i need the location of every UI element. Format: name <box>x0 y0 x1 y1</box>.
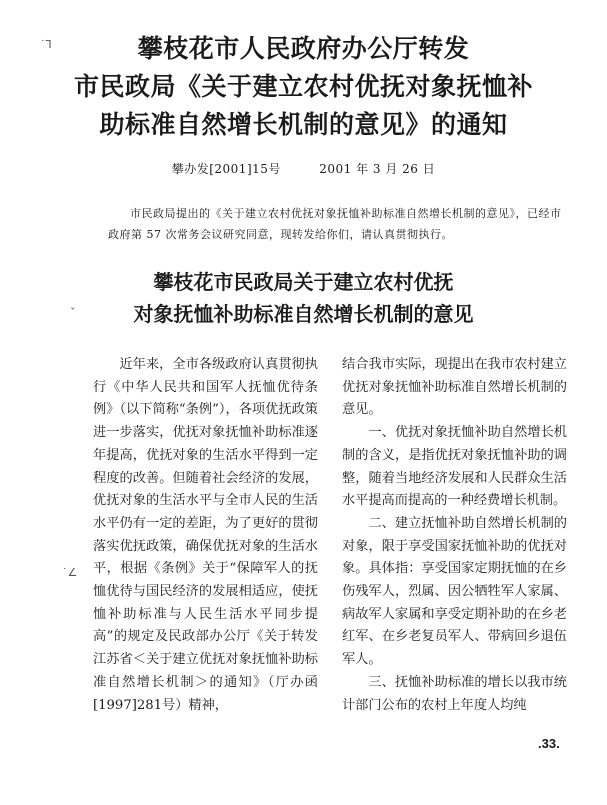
body-paragraph-continuation: 结合我市实际，现提出在我市农村建立优抚对象抚恤补助标准自然增长机制的意见。 <box>342 357 567 418</box>
scan-speck-icon: ˙⅂ <box>40 38 52 51</box>
main-title-line-1: 攀枝花市人民政府办公厅转发 <box>137 34 470 63</box>
scan-speck-icon: ˇ <box>70 306 76 319</box>
page-number: .33. <box>538 736 560 751</box>
document-date: 2001 年 3 月 26 日 <box>319 162 436 176</box>
sub-title <box>40 266 567 330</box>
main-title-line-3: 助标准自然增长机制的意见》的通知 <box>99 110 508 139</box>
body-section-3: 三、抚恤补助标准的增长以我市统计部门公布的农村上年度人均纯 <box>342 674 567 713</box>
scan-speck-icon: ˙∠ <box>62 566 78 579</box>
sub-title-line-2: 对象抚恤补助标准自然增长机制的意见 <box>133 302 474 326</box>
main-title <box>40 30 567 144</box>
document-number: 攀办发[2001]15号 <box>171 162 281 176</box>
main-title-line-2: 市民政局《关于建立农村优抚对象抚恤补 <box>73 72 533 101</box>
body-left-column <box>93 354 318 717</box>
sub-title-line-1: 攀枝花市民政局关于建立农村优抚 <box>153 270 454 294</box>
document-meta <box>0 160 607 177</box>
body-section-2: 二、建立抚恤补助自然增长机制的对象，限于享受国家抚恤补助的优抚对象。具体指：享受国家定期抚恤的在乡伤残军人，烈属、因公牺牲军人家属、病故军人家属和享受定期补助的在乡老红军、在乡老复员军人、带病回乡退伍军人。 <box>342 515 567 668</box>
body-paragraph-intro: 近年来，全市各级政府认真贯彻执行《中华人民共和国军人抚恤优待条例》（以下简称“条例”），各项优抚政策进一步落实，优抚对象抚恤补助标准逐年提高，优抚对象的生活水平得到一定程度的改善。但随着社会经济的发展，优抚对象的生活水平与全市人民的生活水平仍有一定的差距，为了更好的贯彻落实优抚政策，确保优抚对象的生活水平，根据《条例》关于“保障军人的抚恤优待与国民经济的发展相适应，使抚恤补助标准与人民生活水平同步提高”的规定及民政部办公厅《关于转发江苏省＜关于建立优抚对象抚恤补助标准自然增长机制＞的通知》（厅办函[1997]281号）精神， <box>93 357 318 713</box>
intro-paragraph: 市民政局提出的《关于建立农村优抚对象抚恤补助标准自然增长机制的意见》，已经市政府第 57 次常务会议研究同意，现转发给你们，请认真贯彻执行。 <box>108 207 562 241</box>
body-right-column <box>342 354 567 717</box>
body-section-1: 一、优抚对象抚恤补助自然增长机制的含义，是指优抚对象抚恤补助的调整，随着当地经济发展和人民群众生活水平提高而提高的一种经费增长机制。 <box>342 425 567 509</box>
